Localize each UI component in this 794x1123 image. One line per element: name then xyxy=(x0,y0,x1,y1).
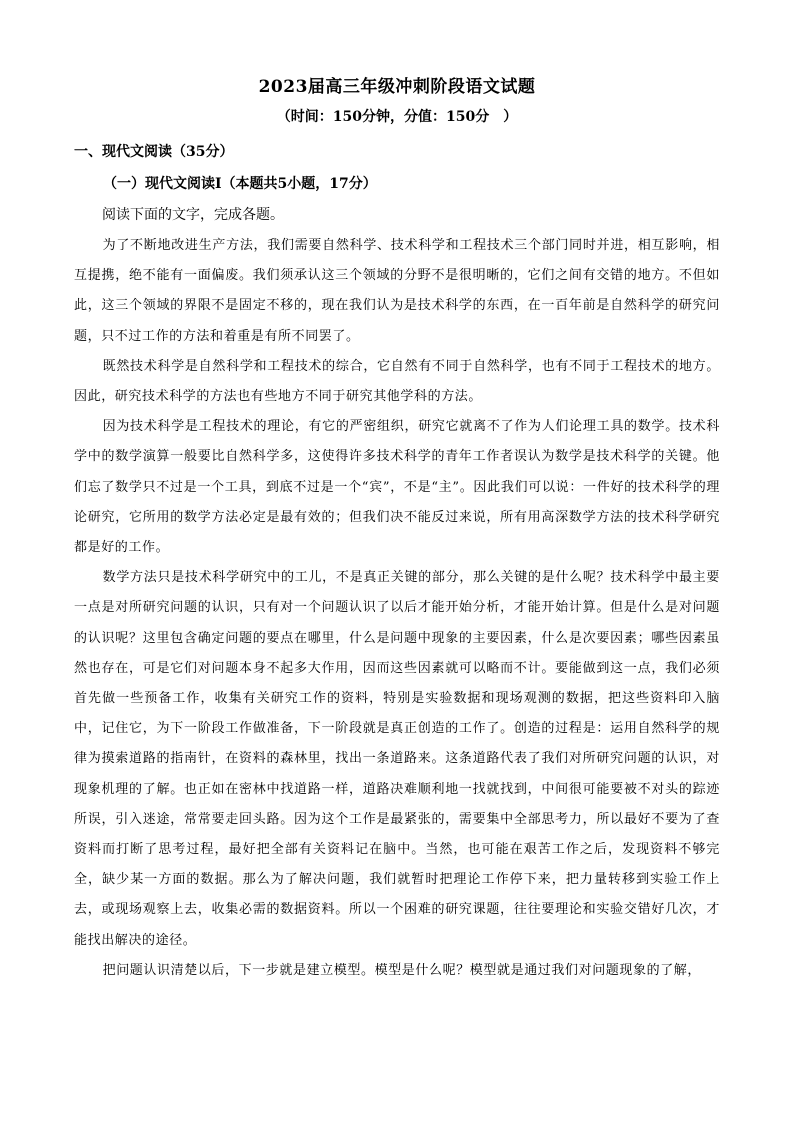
reading-passage xyxy=(74,231,720,986)
reading-instruction: 阅读下面的文字，完成各题。 xyxy=(102,207,284,223)
passage-paragraph: 把问题认识清楚以后，下一步就是建立模型。模型是什么呢？模型就是通过我们对问题现象的了解， xyxy=(102,962,701,978)
passage-paragraph: 为了不断地改进生产方法，我们需要自然科学、技术科学和工程技术三个部门同时并进，相互影响，相互提携，绝不能有一面偏废。我们须承认这三个领域的分野不是很明晰的，它们之间有交错的地方。不但如此，这三个领域的界限不是固定不移的，现在我们认为是技术科学的东西，在一百年前是自然科学的研究问题，只不过工作的方法和着重是有所不同罢了。 xyxy=(74,238,720,344)
passage-paragraph: 因为技术科学是工程技术的理论，有它的严密组织，研究它就离不了作为人们论理工具的数学。技术科学中的数学演算一般要比自然科学多，这使得许多技术科学的青年工作者误认为数学是技术科学的关键。他们忘了数学只不过是一个工具，到底不过是一个“宾”，不是“主”。因此我们可以说：一件好的技术科学的理论研究，它所用的数学方法必定是最有效的；但我们决不能反过来说，所有用高深数学方法的技术科学研究都是好的工作。 xyxy=(74,419,720,556)
exam-title: 2023届高三年级冲刺阶段语文试题 xyxy=(258,77,536,97)
section-heading: 一、现代文阅读（35分） xyxy=(74,144,234,160)
exam-time-and-score: （时间：150分钟，分值：150分 ） xyxy=(276,109,518,125)
passage-paragraph: 既然技术科学是自然科学和工程技术的综合，它自然有不同于自然科学，也有不同于工程技术的地方。因此，研究技术科学的方法也有些地方不同于研究其他学科的方法。 xyxy=(74,358,720,405)
subsection-heading: （一）现代文阅读Ⅰ（本题共5小题，17分） xyxy=(103,176,377,192)
passage-paragraph: 数学方法只是技术科学研究中的工儿，不是真正关键的部分，那么关键的是什么呢？技术科学中最主要一点是对所研究问题的认识，只有对一个问题认识了以后才能开始分析，才能开始计算。但是什么是对问题的认识呢？这里包含确定问题的要点在哪里，什么是问题中现象的主要因素，什么是次要因素；哪些因素虽然也存在，可是它们对问题本身不起多大作用，因而这些因素就可以略而不计。要能做到这一点，我们必须首先做一些预备工作，收集有关研究工作的资料，特别是实验数据和现场观测的数据，把这些资料印入脑中，记住它，为下一阶段工作做准备，下一阶段就是真正创造的工作了。创造的过程是：运用自然科学的规律为摸索道路的指南针，在资料的森林里，找出一条道路来。这条道路代表了我们对所研究问题的认识，对现象机理的了解。也正如在密林中找道路一样，道路决难顺利地一找就找到，中间很可能要被不对头的踪迹所误，引入迷途，常常要走回头路。因为这个工作是最紧张的，需要集中全部思考力，所以最好不要为了查资料而打断了思考过程，最好把全部有关资料记在脑中。当然，也可能在艰苦工作之后，发现资料不够完全，缺少某一方面的数据。那么为了解决问题，我们就暂时把理论工作停下来，把力量转移到实验工作上去，或现场观察上去，收集必需的数据资料。所以一个困难的研究课题，往往要理论和实验交错好几次，才能找出解决的途径。 xyxy=(74,570,720,948)
